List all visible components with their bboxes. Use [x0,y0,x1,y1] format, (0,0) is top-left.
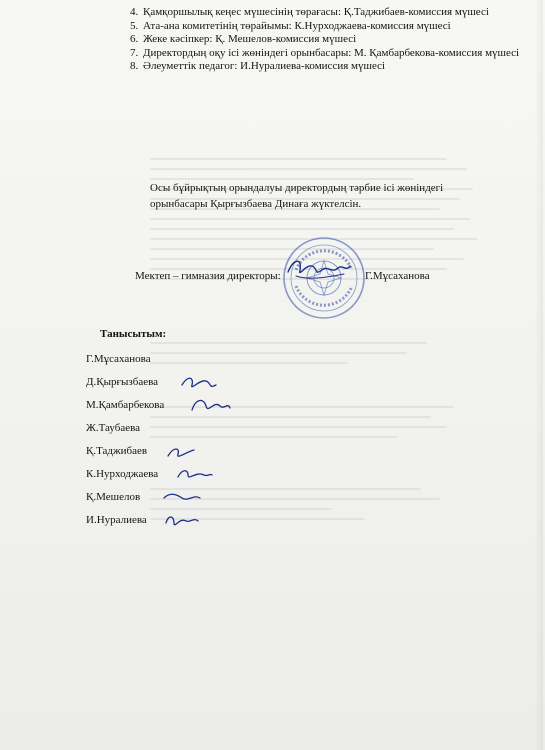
order-item: 8. Әлеуметтік педагог: И.Нуралиева-комиссия мүшесі [141,60,541,74]
acknowledged-person [86,348,164,371]
acknowledged-person [86,440,164,463]
acknowledged-person-name: Г.Мұсаханова [86,353,151,365]
order-item: 6. Жеке кәсіпкер: Қ. Мешелов-комиссия мүшесі [141,33,541,47]
acknowledged-title: Танысытым: [100,328,167,340]
handwritten-signature-icon [162,488,204,508]
director-signature-icon [284,254,354,282]
signature-name: Г.Мұсаханова [365,270,430,282]
acknowledged-person [86,509,164,532]
acknowledged-person-name: Қ.Таджибаев [86,445,148,457]
page-edge-shadow [535,0,543,750]
acknowledged-person-name: Қ.Мешелов [86,491,141,503]
order-items-list [117,6,541,74]
acknowledged-person [86,486,164,509]
handwritten-signature-icon [164,511,206,531]
acknowledged-person-name: К.Нурходжаева [86,468,159,480]
acknowledged-person [86,463,164,486]
handwritten-signature-icon [164,442,206,462]
acknowledged-person [86,394,164,417]
acknowledged-list [86,348,164,532]
handwritten-signature-icon [176,465,218,485]
acknowledged-person-name: Д.Қырғызбаева [86,376,159,388]
acknowledged-person [86,371,164,394]
acknowledged-person-name: Ж.Таубаева [86,422,141,434]
acknowledged-person-name: И.Нуралиева [86,514,147,526]
handwritten-signature-icon [190,396,232,416]
order-item: 7. Директордың оқу ісі жөніндегі орынбасары: М. Қамбарбекова-комиссия мүшесі [141,47,541,61]
signature-role: Мектеп – гимназия директоры: [135,270,281,282]
control-paragraph: Осы бұйрықтың орындалуы директордың тәрбие ісі жөніндегі орынбасары Қырғызбаева Динаға жүктелсін. [150,182,444,210]
order-item: 4. Қамқоршылық кеңес мүшесінің төрағасы: Қ.Таджибаев-комиссия мүшесі [141,6,541,20]
handwritten-signature-icon [180,373,222,393]
acknowledged-person [86,417,164,440]
acknowledged-person-name: М.Қамбарбекова [86,399,165,411]
order-item: 5. Ата-ана комитетінің төрайымы: К.Нурходжаева-комиссия мүшесі [141,20,541,34]
